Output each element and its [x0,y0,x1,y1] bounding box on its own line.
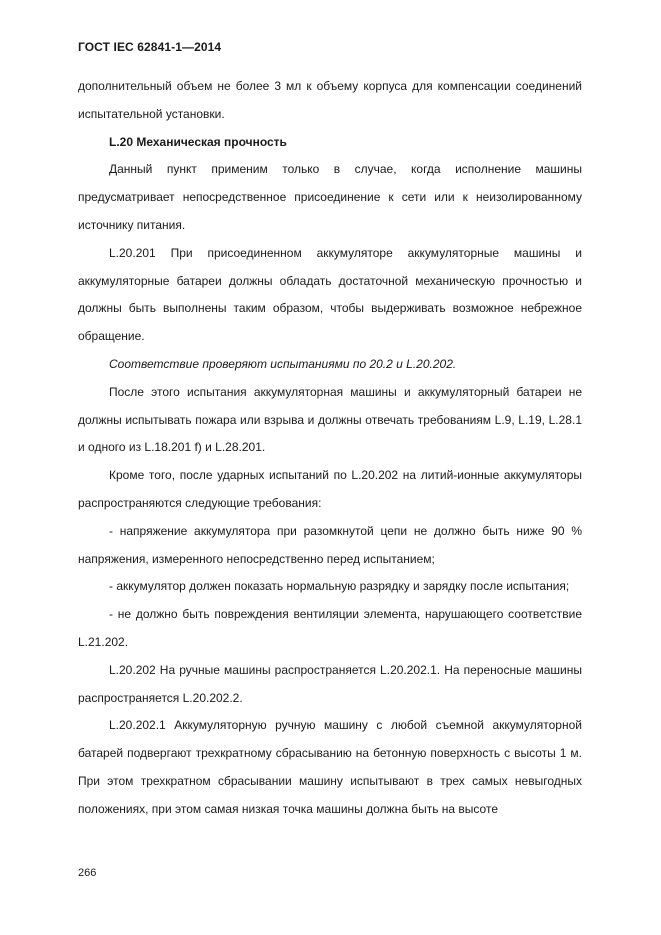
paragraph: Данный пункт применим только в случае, когда исполнение машины предусматривает непосредственное присоединение к сети или к неизолированному источнику питания. [78,162,582,232]
paragraph: После этого испытания аккумуляторная машины и аккумуляторный батареи не должны испытывать пожара или взрыва и должны отвечать требованиям L.9, L.19, L.28.1 и одного из L.18.201 f) и L.28.201. [78,384,582,455]
paragraph-clause-l20202: L.20.202 На ручные машины распространяется L.20.202.1. На переносные машины распространяется L.20.202.2. [78,662,582,705]
paragraph-clause-l20201: L.20.201 При присоединенном аккумуляторе аккумуляторные машины и аккумуляторные батареи должны обладать достаточной механическую прочностью и должны быть выполнены таким образом, чтобы выдерживать возможное небрежное обращение. [78,245,582,344]
list-item: - не должно быть повреждения вентиляции элемента, нарушающего соответствие L.21.202. [78,607,582,649]
page-number: 266 [78,867,97,879]
document-header: ГОСТ IEC 62841-1—2014 [78,40,222,54]
paragraph-clause-l202021: L.20.202.1 Аккумуляторную ручную машину с любой съемной аккумуляторной батарей подвергают трехкратному сбрасыванию на бетонную поверхность с высоты 1 м. При этом трехкратном сбрасывании машину испытывают в трех самых невыгодных положениях, при этом самая низкая точка машины должна быть на высоте [78,718,582,816]
list-item: - напряжение аккумулятора при разомкнутой цепи не должно быть ниже 90 % напряжения, измеренного непосредственно перед испытанием; [78,523,582,566]
paragraph: Кроме того, после ударных испытаний по L.20.202 на литий-ионные аккумуляторы распространяются следующие требования: [78,468,582,510]
list-item: - аккумулятор должен показать нормальную разрядку и зарядку после испытания; [109,579,570,594]
paragraph-continuation: дополнительный объем не более 3 мл к объему корпуса для компенсации соединений испытательной установки. [78,79,582,121]
document-body [78,73,582,824]
section-title: L.20 Механическая прочность [109,134,287,149]
paragraph-compliance-note: Соответствие проверяют испытаниями по 20.2 и L.20.202. [109,356,457,371]
